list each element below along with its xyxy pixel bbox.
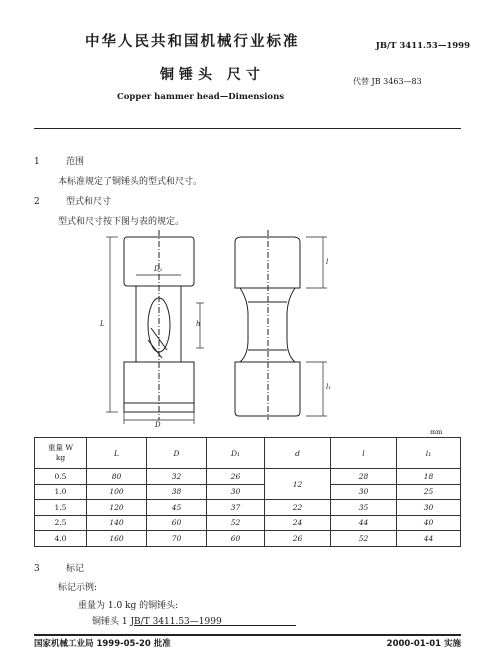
section-2-title: 型式和尺寸 — [66, 197, 112, 207]
section-3-title: 标记 — [66, 564, 85, 574]
section-1-body: 本标准规定了铜锤头的型式和尺寸。 — [58, 177, 203, 187]
dim-label-h: h — [196, 320, 201, 328]
unit-note: mm — [430, 428, 443, 436]
section-3-heading — [34, 561, 84, 574]
hammer-front-view — [124, 230, 194, 420]
table-row: 4.0 160 70 60 26 52 44 — [35, 531, 461, 547]
table-row: 0.5 80 32 26 12 28 18 — [35, 469, 461, 485]
standard-title: 中华人民共和国机械行业标准 — [85, 34, 300, 50]
header-weight: 重量 W kg — [35, 438, 87, 469]
english-title: Copper hammer head—Dimensions — [117, 92, 285, 102]
header-l1: l₁ — [397, 438, 461, 469]
standard-number: JB/T 3411.53—1999 — [375, 41, 470, 51]
document-title: 铜锤头 尺寸 — [160, 67, 265, 83]
dim-label-l1: l₁ — [326, 383, 332, 391]
header-D: D — [147, 438, 207, 469]
marking-underline — [134, 625, 296, 626]
dim-label-D: D — [155, 421, 161, 429]
header-d: d — [265, 438, 331, 469]
dimension-table — [34, 437, 461, 547]
dim-label-l: l — [326, 258, 329, 266]
dimension-lines — [106, 237, 327, 424]
implemented-note: 2000-01-01 实施 — [386, 639, 461, 649]
header-D1: D₁ — [207, 438, 265, 469]
section-2-body: 型式和尺寸按下图与表的规定。 — [58, 217, 185, 227]
header-L: L — [87, 438, 147, 469]
dim-label-L: L — [100, 320, 105, 328]
table-row: 1.0 100 38 30 30 25 — [35, 484, 461, 500]
approved-note: 国家机械工业局 1999-05-20 批准 — [34, 639, 171, 649]
hammer-side-view — [235, 230, 300, 420]
section-2-number: 2 — [34, 197, 40, 207]
table-row: 2.5 140 60 52 24 44 40 — [35, 515, 461, 531]
marking-example-label: 标记示例: — [58, 583, 98, 593]
table-row: 1.5 120 45 37 22 35 30 — [35, 500, 461, 516]
section-3-number: 3 — [34, 564, 40, 574]
marking-example-text: 重量为 1.0 kg 的铜锤头: — [78, 601, 179, 611]
dim-label-d1: D₁ — [154, 265, 163, 273]
merged-d-cell: 12 — [265, 469, 331, 500]
marking-example-code: 铜锤头 1 JB/T 3411.53—1999 — [92, 617, 222, 627]
table-header-row — [35, 438, 461, 469]
replaces-note: 代替 JB 3463—83 — [353, 77, 422, 86]
section-1-number: 1 — [34, 157, 40, 167]
section-1-title: 范围 — [66, 157, 85, 167]
footer-rule — [34, 634, 461, 636]
header-l: l — [331, 438, 397, 469]
